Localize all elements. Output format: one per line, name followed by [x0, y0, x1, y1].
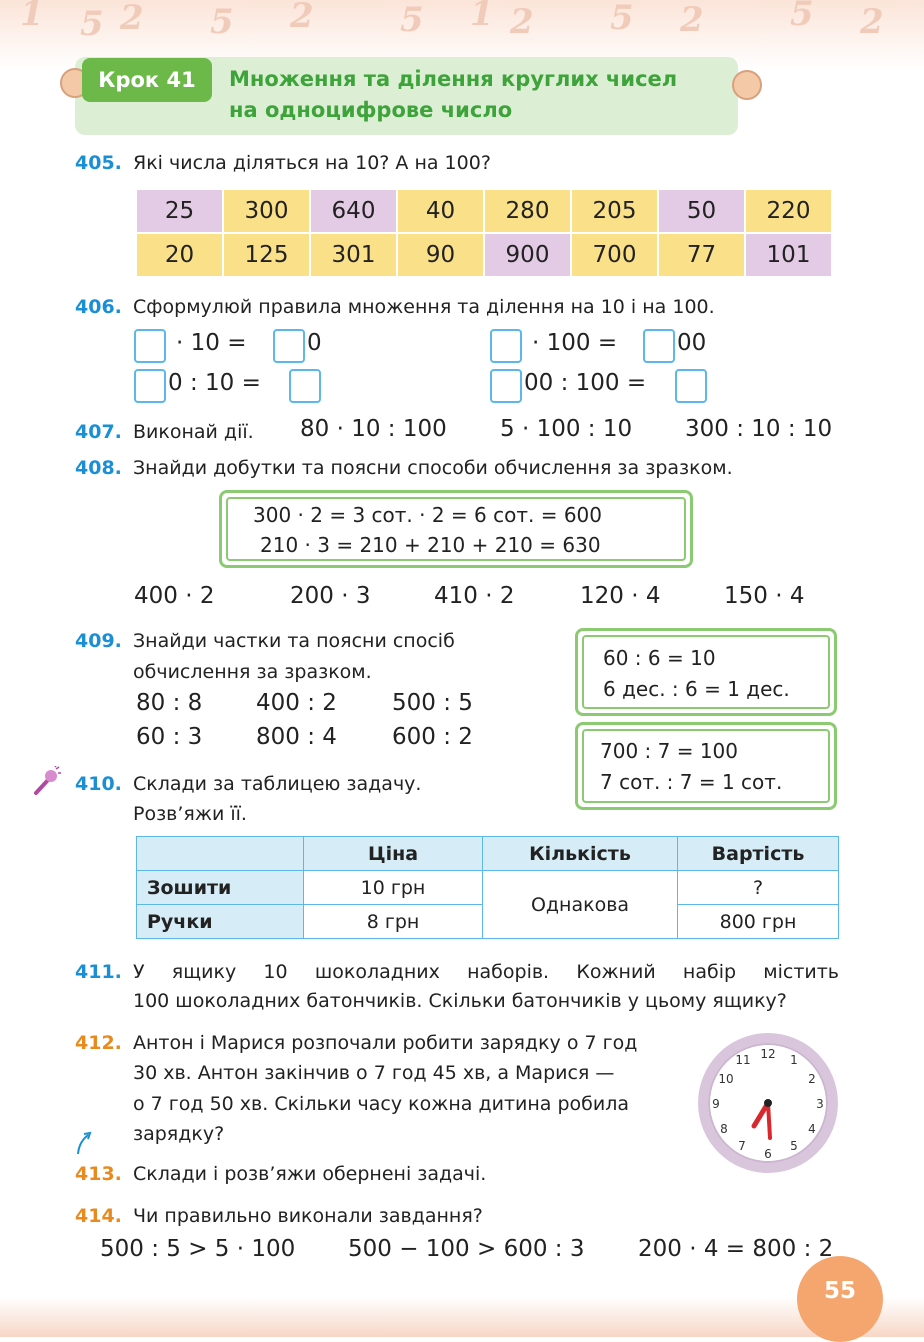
- task-412-text: зарядку?: [133, 1123, 225, 1145]
- task-405-text: Які числа діляться на 10? А на 100?: [133, 152, 491, 174]
- sample-box: [575, 628, 837, 716]
- expression: 500 : 5 > 5 · 100: [100, 1236, 296, 1262]
- hand-icon-right: [732, 70, 762, 100]
- number-cell: 77: [658, 233, 745, 277]
- number-cell: 900: [484, 233, 571, 277]
- task-number-414: 414.: [75, 1205, 122, 1227]
- number-cell: 50: [658, 189, 745, 233]
- expression: 150 · 4: [724, 583, 805, 609]
- clock-hands: [698, 1033, 838, 1173]
- clock-number: 11: [735, 1053, 751, 1067]
- column-header: Ціна: [304, 837, 483, 871]
- row-header: Зошити: [137, 871, 304, 905]
- number-cell: 25: [136, 189, 223, 233]
- task-number-409: 409.: [75, 630, 122, 652]
- task-412-text: Антон і Марися розпочали робити зарядку о 7 год: [133, 1032, 638, 1054]
- number-cell: 205: [571, 189, 658, 233]
- table-cell: 10 грн: [304, 871, 483, 905]
- task-408-text: Знайди добутки та поясни способи обчислення за зразком.: [133, 457, 733, 479]
- blank-box: [675, 369, 707, 403]
- sample-box: [575, 722, 837, 810]
- clock-number: 2: [808, 1072, 816, 1086]
- number-cell: 101: [745, 233, 832, 277]
- expression: 800 : 4: [256, 724, 337, 750]
- expression: 500 : 5: [392, 690, 473, 716]
- rule-expression: · 10 =: [176, 330, 247, 356]
- number-cell: 280: [484, 189, 571, 233]
- task-number-413: 413.: [75, 1163, 122, 1185]
- task-number-412: 412.: [75, 1032, 122, 1054]
- task-413-text: Склади і розв’яжи обернені задачі.: [133, 1163, 487, 1185]
- expression: 410 · 2: [434, 583, 515, 609]
- clock-number: 5: [790, 1139, 798, 1153]
- price-table: [136, 836, 839, 939]
- row-header: Ручки: [137, 905, 304, 939]
- sample-line: 60 : 6 = 10: [603, 646, 716, 670]
- arrow-icon: [74, 1130, 94, 1156]
- column-header: Вартість: [678, 837, 839, 871]
- task-406-text: Сформулюй правила множення та ділення на 10 і на 100.: [133, 296, 715, 318]
- numbers-table: [135, 188, 833, 278]
- task-number-406: 406.: [75, 296, 122, 318]
- task-414-text: Чи правильно виконали завдання?: [133, 1205, 483, 1227]
- expression: 200 · 3: [290, 583, 371, 609]
- clock-number: 12: [760, 1047, 776, 1061]
- expression: 300 : 10 : 10: [685, 416, 833, 442]
- table-cell: ?: [678, 871, 839, 905]
- task-407-text: Виконай дії.: [133, 421, 254, 443]
- rule-expression: 0: [307, 330, 322, 356]
- clock-number: 8: [720, 1122, 728, 1136]
- clock-illustration: [698, 1033, 838, 1173]
- rule-expression: 0 : 10 =: [168, 370, 261, 396]
- sample-line: 700 : 7 = 100: [600, 739, 738, 763]
- expression: 500 − 100 > 600 : 3: [348, 1236, 585, 1262]
- number-cell: 301: [310, 233, 397, 277]
- blank-box: [134, 329, 166, 363]
- table-row: [136, 189, 832, 233]
- microphone-icon: [30, 766, 62, 798]
- rule-expression: · 100 =: [532, 330, 618, 356]
- number-cell: 40: [397, 189, 484, 233]
- blank-box: [134, 369, 166, 403]
- table-cell: 800 грн: [678, 905, 839, 939]
- expression: 400 : 2: [256, 690, 337, 716]
- expression: 5 · 100 : 10: [500, 416, 633, 442]
- number-cell: 700: [571, 233, 658, 277]
- sample-line: 7 сот. : 7 = 1 сот.: [600, 770, 783, 794]
- blank-box: [289, 369, 321, 403]
- lesson-title: Множення та ділення круглих чисел на одноцифрове число: [229, 67, 678, 122]
- blank-box: [273, 329, 305, 363]
- number-cell: 90: [397, 233, 484, 277]
- sample-line: 210 · 3 = 210 + 210 + 210 = 630: [260, 533, 601, 557]
- table-header-row: [137, 837, 839, 871]
- number-cell: 220: [745, 189, 832, 233]
- expression: 80 · 10 : 100: [300, 416, 447, 442]
- task-410-text: Склади за таблицею задачу.: [133, 773, 422, 795]
- table-row: [136, 233, 832, 277]
- blank-box: [643, 329, 675, 363]
- clock-number: 4: [808, 1122, 816, 1136]
- expression: 200 · 4 = 800 : 2: [638, 1236, 834, 1262]
- column-header: Кількість: [483, 837, 678, 871]
- task-411-text: 100 шоколадних батончиків. Скільки батончиків у цьому ящику?: [133, 990, 787, 1012]
- clock-number: 10: [718, 1072, 734, 1086]
- clock-number: 3: [816, 1097, 824, 1111]
- task-number-407: 407.: [75, 421, 122, 443]
- table-row: [137, 871, 839, 905]
- number-cell: 20: [136, 233, 223, 277]
- task-410-text: Розв’яжи її.: [133, 803, 247, 825]
- blank-box: [490, 329, 522, 363]
- clock-number: 7: [738, 1139, 746, 1153]
- number-cell: 640: [310, 189, 397, 233]
- clock-number: 1: [790, 1053, 798, 1067]
- step-badge: Крок 41: [82, 58, 212, 102]
- number-cell: 300: [223, 189, 310, 233]
- expression: 80 : 8: [136, 690, 203, 716]
- blank-box: [490, 369, 522, 403]
- bottom-decorative-band: [0, 1297, 924, 1337]
- task-411-text: У ящику 10 шоколадних наборів. Кожний набір містить: [133, 961, 839, 983]
- column-header: [137, 837, 304, 871]
- task-number-410: 410.: [75, 773, 122, 795]
- task-412-text: о 7 год 50 хв. Скільки часу кожна дитина робила: [133, 1093, 630, 1115]
- sample-line: 300 · 2 = 3 сот. · 2 = 6 сот. = 600: [253, 503, 603, 527]
- task-409-text: обчислення за зразком.: [133, 661, 372, 683]
- expression: 120 · 4: [580, 583, 661, 609]
- table-cell: 8 грн: [304, 905, 483, 939]
- number-cell: 125: [223, 233, 310, 277]
- expression: 600 : 2: [392, 724, 473, 750]
- task-number-411: 411.: [75, 961, 122, 983]
- page-number: 55: [823, 1278, 856, 1304]
- clock-number: 6: [764, 1147, 772, 1161]
- task-409-text: Знайди частки та поясни спосіб: [133, 630, 455, 652]
- task-412-text: 30 хв. Антон закінчив о 7 год 45 хв, а Марися —: [133, 1062, 615, 1084]
- task-number-408: 408.: [75, 457, 122, 479]
- expression: 400 · 2: [134, 583, 215, 609]
- sample-line: 6 дес. : 6 = 1 дес.: [603, 677, 790, 701]
- rule-expression: 00 : 100 =: [524, 370, 647, 396]
- task-number-405: 405.: [75, 152, 122, 174]
- rule-expression: 00: [677, 330, 707, 356]
- background-digits-decoration: 1 5 2 5 2 5 1 2 5 2 5 2: [20, 0, 884, 44]
- table-cell: Однакова: [483, 871, 678, 939]
- clock-number: 9: [712, 1097, 720, 1111]
- expression: 60 : 3: [136, 724, 203, 750]
